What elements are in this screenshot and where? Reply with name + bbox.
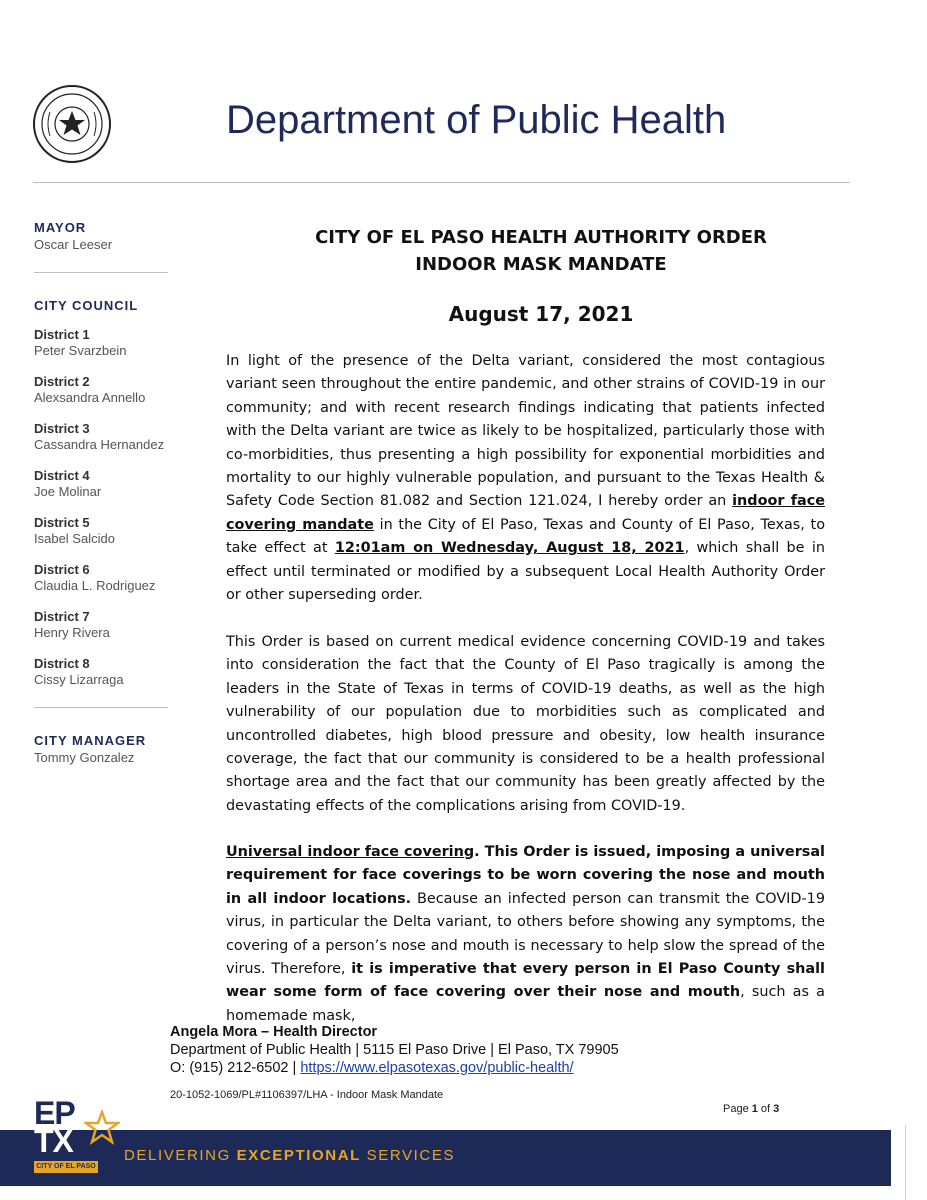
district-member: Peter Svarzbein bbox=[34, 343, 127, 358]
district-label: District 3 bbox=[34, 421, 90, 436]
page-number bbox=[723, 1103, 779, 1115]
website-link[interactable]: https://www.elpasotexas.gov/public-health/ bbox=[300, 1060, 574, 1076]
district-item bbox=[34, 468, 174, 499]
district-item bbox=[34, 515, 174, 546]
p1-emphasis-effective-time: 12:01am on Wednesday, August 18, 2021 bbox=[334, 540, 685, 557]
district-item bbox=[34, 327, 174, 358]
logo-ep: EP bbox=[34, 1095, 75, 1131]
p1-text: , which shall be in effect until terminated or modified by a subsequent Local Health Authority Order or other superseding order. bbox=[226, 540, 825, 604]
phone-number: O: (915) 212-6502 | bbox=[170, 1060, 301, 1076]
logo-tx: TX bbox=[34, 1123, 73, 1159]
order-paragraph-1 bbox=[226, 350, 825, 607]
district-member: Claudia L. Rodriguez bbox=[34, 578, 156, 593]
sidebar-divider bbox=[34, 707, 168, 708]
order-paragraph-2: This Order is based on current medical evidence concerning COVID-19 and takes into consideration the fact that the County of El Paso tragically is among the leaders in the State of Texas in terms of COVID-19 deaths, as well as the high vulnerability of our population due to morbidities such as complicated and uncontrolled diabetes, high blood pressure and obesity, low health insurance coverage, the fact that our community is considered to be a health professional shortage area and the fact that our community has been greatly affected by the devastating effects of the complications arising from COVID-19. bbox=[226, 634, 825, 814]
mayor-heading: MAYOR bbox=[34, 220, 87, 235]
order-title-line1: CITY OF EL PASO HEALTH AUTHORITY ORDER bbox=[315, 227, 767, 248]
p1-text: in the City of El Paso, Texas and County of El Paso, Texas, to take effect at bbox=[226, 516, 825, 557]
district-member: Cissy Lizarraga bbox=[34, 672, 124, 687]
footer-contact bbox=[170, 1023, 619, 1077]
manager-heading: CITY MANAGER bbox=[34, 733, 147, 748]
sidebar-divider bbox=[34, 272, 168, 273]
page-label: Page bbox=[723, 1103, 752, 1115]
district-label: District 5 bbox=[34, 515, 90, 530]
p3-text: Because an infected person can transmit the COVID-19 virus, in particular the Delta variant, to others before showing any symptoms, the covering of a person’s nose and mouth is necessary to help slow the spread of the virus. Therefore, bbox=[226, 890, 825, 978]
tagline-part: SERVICES bbox=[360, 1147, 456, 1164]
order-title bbox=[226, 224, 856, 278]
document-reference: 20-1052-1069/PL#1106397/LHA - Indoor Mask Mandate bbox=[170, 1089, 444, 1101]
district-label: District 2 bbox=[34, 374, 90, 389]
p1-text: In light of the presence of the Delta variant, considered the most contagious variant seen throughout the entire pandemic, and other strains of COVID-19 in our community; and with recent research findings indicating that patients infected with the Delta variant are twice as likely to be hospitalized, particularly those with co-morbidities, thus presenting a high possibility for exponential morbidities and mortality to our highly vulnerable population, and pursuant to the Texas Health & Safety Code Section 81.082 and Section 121.024, I hereby order an bbox=[226, 353, 825, 510]
district-item bbox=[34, 609, 174, 640]
p3-section-heading: Universal indoor face covering bbox=[226, 844, 475, 860]
district-label: District 8 bbox=[34, 656, 90, 671]
director-name: Angela Mora – Health Director bbox=[170, 1024, 378, 1040]
council-heading: CITY COUNCIL bbox=[34, 298, 139, 313]
p3-emphasis: it is imperative that every person in El Paso County shall wear some form of face covering over their nose and mouth bbox=[226, 961, 825, 1001]
p3-emphasis: This Order is issued, imposing a universal requirement for face coverings to be worn covering the nose and mouth in all indoor locations. bbox=[226, 844, 825, 907]
mayor-name: Oscar Leeser bbox=[34, 237, 113, 252]
district-member: Joe Molinar bbox=[34, 484, 102, 499]
district-item bbox=[34, 656, 174, 687]
manager-name: Tommy Gonzalez bbox=[34, 750, 135, 765]
district-label: District 4 bbox=[34, 468, 90, 483]
tagline-part: DELIVERING bbox=[124, 1147, 237, 1164]
page-of: of bbox=[757, 1103, 774, 1115]
p3-text: , such as a homemade mask, bbox=[226, 984, 825, 1024]
tagline-part: EXCEPTIONAL bbox=[236, 1147, 361, 1164]
contact-line bbox=[170, 1059, 619, 1077]
district-member: Isabel Salcido bbox=[34, 531, 115, 546]
page-title: Department of Public Health bbox=[226, 98, 727, 142]
eptx-logo bbox=[34, 1095, 118, 1178]
order-title-line2: INDOOR MASK MANDATE bbox=[415, 254, 667, 275]
district-item bbox=[34, 374, 174, 405]
logo-subtitle: CITY OF EL PASO bbox=[34, 1161, 98, 1173]
city-seal bbox=[32, 84, 112, 164]
district-member: Henry Rivera bbox=[34, 625, 110, 640]
page-total: 3 bbox=[773, 1103, 780, 1115]
star-icon bbox=[84, 1110, 120, 1146]
p1-emphasis-mandate: indoor face covering mandate bbox=[226, 493, 825, 533]
district-label: District 7 bbox=[34, 609, 90, 624]
department-address: Department of Public Health | 5115 El Paso Drive | El Paso, TX 79905 bbox=[170, 1042, 619, 1058]
district-member: Alexsandra Annello bbox=[34, 390, 146, 405]
officials-sidebar bbox=[34, 220, 174, 765]
order-paragraph-3 bbox=[226, 841, 825, 1028]
district-member: Cassandra Hernandez bbox=[34, 437, 165, 452]
district-label: District 6 bbox=[34, 562, 90, 577]
p3-text: . bbox=[474, 844, 485, 860]
brand-tagline bbox=[124, 1147, 455, 1164]
district-item bbox=[34, 562, 174, 593]
page-edge bbox=[905, 1125, 906, 1200]
order-date: August 17, 2021 bbox=[448, 302, 634, 326]
district-item bbox=[34, 421, 174, 452]
header-divider bbox=[33, 182, 850, 183]
district-label: District 1 bbox=[34, 327, 90, 342]
page-current: 1 bbox=[751, 1103, 758, 1115]
